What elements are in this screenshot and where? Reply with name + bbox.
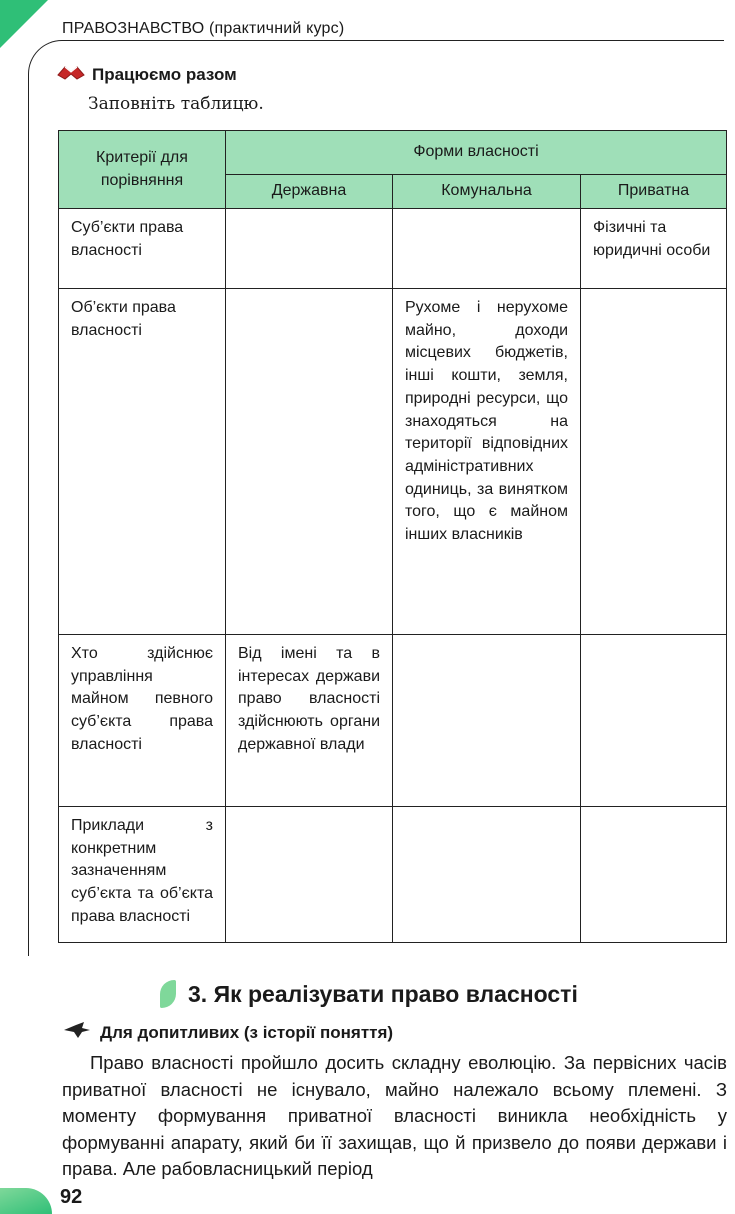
section-frame-line [28, 96, 29, 956]
column-header-communal: Комунальна [393, 175, 581, 209]
table-cell: Від імені та в інтересах держави право власності здійснюють органи державної влади [226, 635, 393, 807]
column-header-state: Державна [226, 175, 393, 209]
running-head: ПРАВОЗНАВСТВО (практичний курс) [62, 20, 345, 37]
table-cell [226, 289, 393, 635]
table-cell [581, 289, 727, 635]
section-title: 3. Як реалізувати право власності [188, 980, 578, 1007]
row-criterion: Об’єкти права власності [59, 289, 226, 635]
handshake-icon [56, 63, 86, 86]
instruction-text: Заповніть таблицю. [88, 94, 264, 114]
page-number: 92 [60, 1186, 83, 1208]
table-cell [393, 635, 581, 807]
table-cell [393, 209, 581, 289]
table-row [59, 289, 727, 635]
column-header-private: Приватна [581, 175, 727, 209]
corner-decoration-bottom [0, 1188, 52, 1214]
table-row [59, 807, 727, 943]
table-cell [226, 807, 393, 943]
row-criterion: Приклади з конкретним зазначенням суб’єкта та об’єкта права власності [59, 807, 226, 943]
header-rule [62, 40, 724, 41]
corner-decoration [0, 0, 48, 48]
row-criterion: Суб’єкти права власності [59, 209, 226, 289]
table-cell [226, 209, 393, 289]
curious-title: Для допитливих (з історії поняття) [100, 1022, 394, 1042]
row-criterion: Хто здійснює управління майном певного суб’єкта права власності [59, 635, 226, 807]
leaf-icon [160, 980, 176, 1008]
table-row [59, 209, 727, 289]
table-cell: Фізичні та юридичні особи [581, 209, 727, 289]
criteria-header: Критерії для порівняння [59, 131, 226, 209]
ownership-forms-table [58, 130, 727, 943]
table-cell: Рухоме і нерухоме майно, доходи місцевих бюджетів, інші кошти, земля, природні ресурси, що знаходяться на території відповідних адміністративних одиниць, за винятком того, що є майном інших власників [393, 289, 581, 635]
table-cell [581, 807, 727, 943]
forms-header: Форми власності [226, 131, 727, 175]
work-together-heading [56, 63, 237, 86]
section-heading [160, 980, 578, 1008]
bird-icon [62, 1020, 92, 1045]
table-cell [393, 807, 581, 943]
table-cell [581, 635, 727, 807]
table-row [59, 635, 727, 807]
work-together-title: Працюємо разом [92, 64, 237, 84]
curious-heading [62, 1020, 393, 1045]
history-paragraph: Право власності пройшло досить складну еволюцію. За первісних часів приватної власності не існувало, майно належало всьому племені. З моменту формування приватної власності виникла необхідність у формуванні апарату, який би її захищав, що й призвело до появи держави і права. Але рабовласницький період [62, 1052, 727, 1179]
